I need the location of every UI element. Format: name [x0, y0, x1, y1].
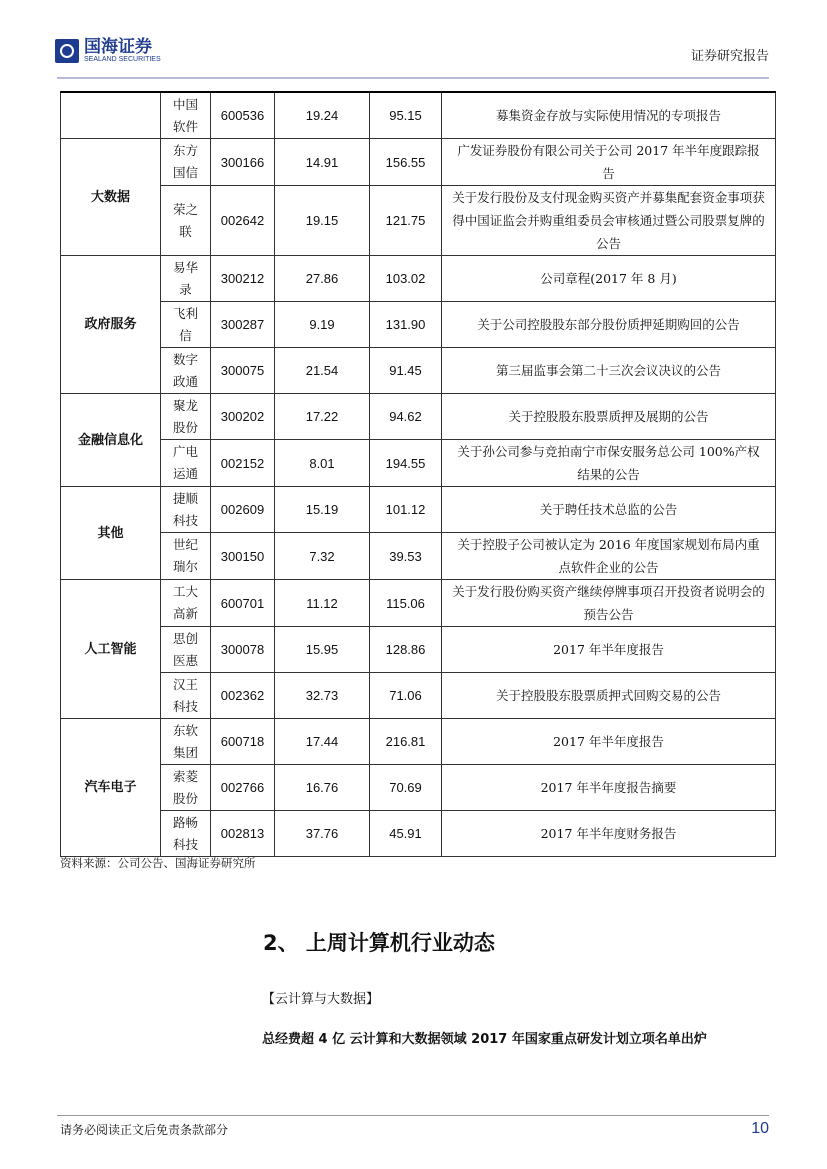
logo-en: SEALAND SECURITIES	[84, 56, 161, 63]
sector-cell: 其他	[61, 487, 161, 580]
company-name: 捷顺科技	[161, 487, 211, 533]
notice-title: 2017 年半年度报告	[442, 627, 776, 673]
stock-price: 19.24	[275, 92, 370, 139]
table-row	[61, 186, 776, 256]
stock-code: 300150	[211, 533, 275, 580]
header-divider	[57, 77, 769, 79]
table-row	[61, 440, 776, 487]
stock-code: 300287	[211, 302, 275, 348]
company-name: 中国软件	[161, 92, 211, 139]
stock-code: 600718	[211, 719, 275, 765]
company-name: 易华录	[161, 256, 211, 302]
sealand-logo	[55, 38, 161, 63]
notice-title: 关于孙公司参与竞拍南宁市保安服务总公司 100%产权结果的公告	[442, 440, 776, 487]
table-row	[61, 580, 776, 627]
table-row	[61, 139, 776, 186]
stock-price: 19.15	[275, 186, 370, 256]
stock-code: 300202	[211, 394, 275, 440]
company-name: 数字政通	[161, 348, 211, 394]
footer-disclaimer: 请务必阅读正文后免责条款部分	[60, 1123, 229, 1137]
notice-title: 募集资金存放与实际使用情况的专项报告	[442, 92, 776, 139]
table-row	[61, 627, 776, 673]
table-row	[61, 811, 776, 857]
company-name: 广电运通	[161, 440, 211, 487]
stock-code: 300078	[211, 627, 275, 673]
pe-ratio: 156.55	[370, 139, 442, 186]
stock-code: 300212	[211, 256, 275, 302]
stock-price: 37.76	[275, 811, 370, 857]
section-title: 2、 上周计算机行业动态	[263, 931, 495, 955]
sector-cell: 汽车电子	[61, 719, 161, 857]
pe-ratio: 45.91	[370, 811, 442, 857]
company-name: 世纪瑞尔	[161, 533, 211, 580]
notice-title: 关于控股股东股票质押及展期的公告	[442, 394, 776, 440]
stock-price: 11.12	[275, 580, 370, 627]
table-row	[61, 765, 776, 811]
stock-price: 15.19	[275, 487, 370, 533]
sector-cell: 大数据	[61, 139, 161, 256]
stock-price: 9.19	[275, 302, 370, 348]
table-row	[61, 533, 776, 580]
pe-ratio: 194.55	[370, 440, 442, 487]
table-row	[61, 256, 776, 302]
logo-icon	[55, 39, 79, 63]
notice-title: 2017 年半年度财务报告	[442, 811, 776, 857]
stock-code: 300075	[211, 348, 275, 394]
stock-code: 002609	[211, 487, 275, 533]
sector-cell: 政府服务	[61, 256, 161, 394]
notice-title: 关于发行股份购买资产继续停牌事项召开投资者说明会的预告公告	[442, 580, 776, 627]
pe-ratio: 131.90	[370, 302, 442, 348]
company-name: 索菱股份	[161, 765, 211, 811]
stock-code: 002813	[211, 811, 275, 857]
stock-price: 17.44	[275, 719, 370, 765]
company-name: 荣之联	[161, 186, 211, 256]
stock-code: 002766	[211, 765, 275, 811]
table-row	[61, 719, 776, 765]
pe-ratio: 95.15	[370, 92, 442, 139]
notice-title: 关于控股股东股票质押式回购交易的公告	[442, 673, 776, 719]
news-headline: 总经费超 4 亿 云计算和大数据领域 2017 年国家重点研发计划立项名单出炉	[262, 1032, 707, 1047]
notice-title: 第三届监事会第二十三次会议决议的公告	[442, 348, 776, 394]
notice-title: 广发证券股份有限公司关于公司 2017 年半年度跟踪报告	[442, 139, 776, 186]
footer-divider	[57, 1115, 769, 1116]
company-name: 飞利信	[161, 302, 211, 348]
pe-ratio: 216.81	[370, 719, 442, 765]
sector-cell: 人工智能	[61, 580, 161, 719]
subsection-title: 【云计算与大数据】	[262, 992, 380, 1007]
stock-code: 002152	[211, 440, 275, 487]
pe-ratio: 91.45	[370, 348, 442, 394]
stock-code: 600701	[211, 580, 275, 627]
company-name: 汉王科技	[161, 673, 211, 719]
notice-title: 关于公司控股股东部分股份质押延期购回的公告	[442, 302, 776, 348]
table-row	[61, 487, 776, 533]
stock-price: 32.73	[275, 673, 370, 719]
company-name: 路畅科技	[161, 811, 211, 857]
stock-code: 002362	[211, 673, 275, 719]
table-source: 资料来源：公司公告、国海证券研究所	[60, 856, 256, 870]
stock-code: 002642	[211, 186, 275, 256]
sector-cell	[61, 92, 161, 139]
sector-cell: 金融信息化	[61, 394, 161, 487]
notice-title: 关于控股子公司被认定为 2016 年度国家规划布局内重点软件企业的公告	[442, 533, 776, 580]
stock-price: 17.22	[275, 394, 370, 440]
stock-price: 21.54	[275, 348, 370, 394]
pe-ratio: 70.69	[370, 765, 442, 811]
notice-title: 公司章程(2017 年 8 月)	[442, 256, 776, 302]
pe-ratio: 128.86	[370, 627, 442, 673]
stock-code: 300166	[211, 139, 275, 186]
stock-price: 8.01	[275, 440, 370, 487]
pe-ratio: 101.12	[370, 487, 442, 533]
stock-code: 600536	[211, 92, 275, 139]
table-row	[61, 302, 776, 348]
table-row	[61, 673, 776, 719]
notice-title: 2017 年半年度报告摘要	[442, 765, 776, 811]
company-name: 东方国信	[161, 139, 211, 186]
notice-title: 2017 年半年度报告	[442, 719, 776, 765]
stock-price: 16.76	[275, 765, 370, 811]
table-row	[61, 92, 776, 139]
stock-price: 15.95	[275, 627, 370, 673]
table-row	[61, 394, 776, 440]
report-type: 证券研究报告	[690, 49, 769, 64]
notice-title: 关于聘任技术总监的公告	[442, 487, 776, 533]
pe-ratio: 39.53	[370, 533, 442, 580]
table-row	[61, 348, 776, 394]
company-name: 东软集团	[161, 719, 211, 765]
pe-ratio: 71.06	[370, 673, 442, 719]
stock-price: 7.32	[275, 533, 370, 580]
notice-title: 关于发行股份及支付现金购买资产并募集配套资金事项获得中国证监会并购重组委员会审核通过暨公司股票复牌的公告	[442, 186, 776, 256]
company-name: 工大高新	[161, 580, 211, 627]
stock-price: 27.86	[275, 256, 370, 302]
pe-ratio: 103.02	[370, 256, 442, 302]
pe-ratio: 115.06	[370, 580, 442, 627]
stock-notice-table	[60, 91, 776, 857]
stock-price: 14.91	[275, 139, 370, 186]
pe-ratio: 121.75	[370, 186, 442, 256]
logo-cn: 国海证券	[84, 37, 152, 57]
pe-ratio: 94.62	[370, 394, 442, 440]
company-name: 思创医惠	[161, 627, 211, 673]
page-number: 10	[751, 1120, 769, 1137]
company-name: 聚龙股份	[161, 394, 211, 440]
